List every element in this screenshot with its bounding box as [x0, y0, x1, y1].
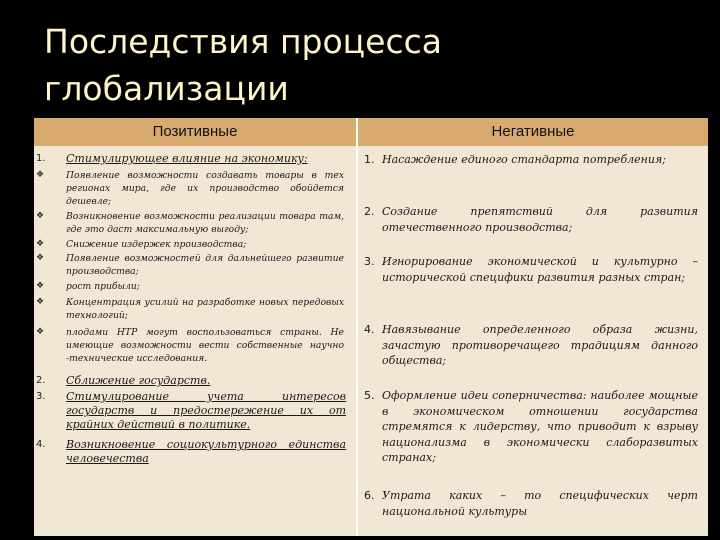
diamond-bullet-icon: ❖: [36, 253, 45, 263]
slide-title: [44, 18, 684, 112]
list-marker: 1.: [36, 153, 46, 164]
list-marker: 3.: [364, 255, 375, 268]
list-marker: 2.: [364, 205, 375, 218]
list-text: Возникновение возможности реализации товара там, где это даст максимальную выгоду;: [66, 211, 344, 235]
list-text: Стимулирующее влияние на экономику:: [66, 152, 308, 165]
header-positive: Позитивные: [34, 118, 356, 146]
column-divider: [356, 118, 358, 536]
list-text: Игнорирование экономической и культурно – исторической специфики развития разных стран;: [382, 255, 698, 284]
diamond-bullet-icon: ❖: [36, 297, 45, 307]
diamond-bullet-icon: ❖: [36, 170, 45, 180]
list-marker: 2.: [36, 375, 46, 386]
slide-title-line1: Последствия процесса: [44, 22, 442, 61]
list-text: Снижение издержек производства;: [66, 239, 247, 250]
list-marker: 3.: [36, 391, 46, 402]
slide-title-line2: глобализации: [44, 69, 289, 108]
list-text: Оформление идеи соперничества: наиболее мощные в экономическом отношении государства стремятся к лидерству, что приводит к взрыву национализма в экономически слаборазвитых странах;: [382, 389, 698, 464]
list-marker: 4.: [36, 439, 46, 450]
diamond-bullet-icon: ❖: [36, 281, 45, 291]
list-marker: 4.: [364, 323, 375, 336]
list-text: Насаждение единого стандарта потребления;: [382, 153, 666, 166]
list-text: рост прибыли;: [66, 281, 140, 292]
header-negative: Негативные: [358, 118, 708, 146]
list-text: Создание препятствий для развития отечественного производства;: [382, 205, 698, 234]
diamond-bullet-icon: ❖: [36, 239, 45, 249]
list-marker: 5.: [364, 389, 375, 402]
list-text: Появление возможностей для дальнейшего развитие производства;: [66, 253, 344, 277]
left-margin: [0, 118, 34, 538]
list-text: Утрата каких – то специфических черт национальной культуры: [382, 489, 698, 518]
list-text: плодами НТР могут воспользоваться страны. Не имеющие возможности вести собственные научно -технические исследования.: [66, 327, 344, 364]
comparison-table: [34, 118, 708, 536]
diamond-bullet-icon: ❖: [36, 211, 45, 221]
list-text: Навязывание определенного образа жизни, зачастую противоречащего традициям данного общества;: [382, 323, 698, 367]
diamond-bullet-icon: ❖: [36, 327, 45, 337]
list-marker: 1.: [364, 153, 375, 166]
list-text: Возникновение социокультурного единства человечества: [66, 438, 346, 465]
list-text: Стимулирование учета интересов государств и предостережение их от крайних действий в политике.: [66, 390, 346, 431]
list-text: Сближение государств.: [66, 374, 211, 387]
list-text: Концентрация усилий на разработке новых передовых технологий;: [66, 297, 344, 321]
list-text: Появление возможности создавать товары в тех регионах мира, где их производство обойдется дешевле;: [66, 170, 344, 207]
list-marker: 6.: [364, 489, 375, 502]
